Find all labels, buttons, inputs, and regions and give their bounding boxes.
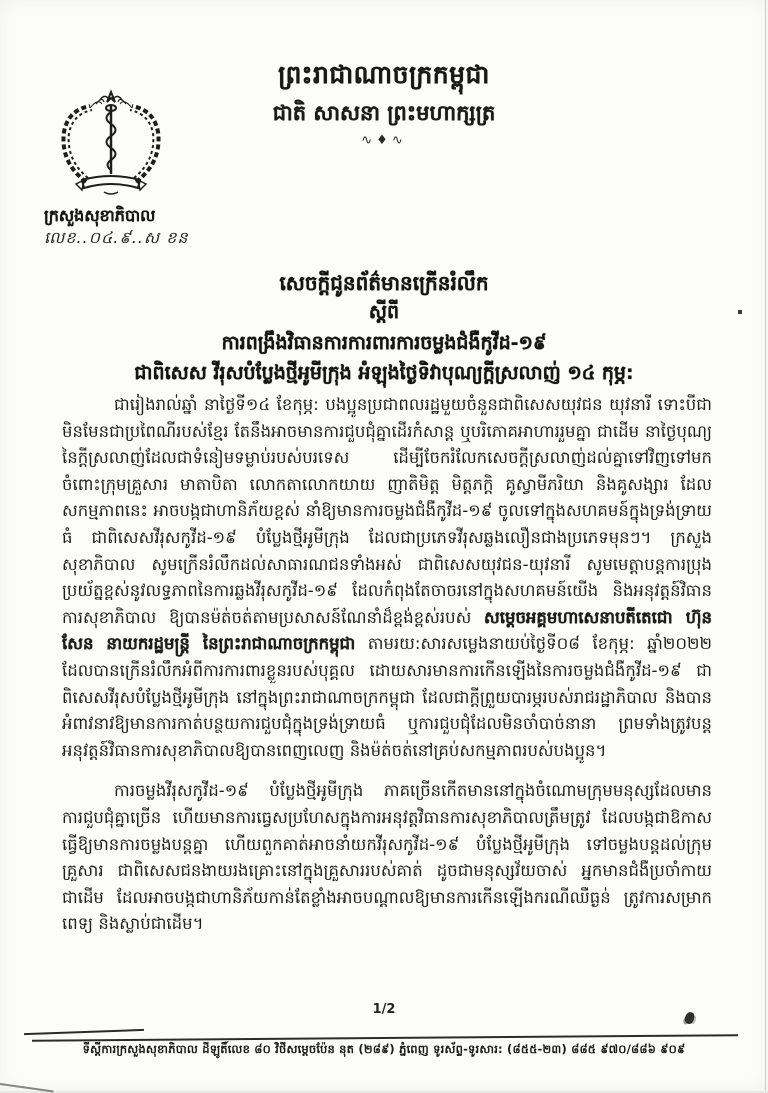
motto-ornament-icon: ∿♦∿: [361, 133, 407, 148]
scan-corner-line: [0, 1083, 54, 1092]
scan-ink-blot-icon: [684, 1011, 695, 1025]
document-body: [62, 392, 712, 952]
body-paragraph-1: [62, 392, 712, 764]
subject-line-1: ការពង្រឹងវិធានការការពារការចម្លងជំងឺកូវីដ-១៩: [221, 332, 547, 354]
footer-address: ទីស្តីការក្រសួងសុខាភិបាល ដីឡូតិ៍លេខ ៨០ វិថីសម្តេចប៉ែន នុត (២៨៩) ភ្នំពេញ ទូរស័ព្ទ-ទូរសារ: (៨៥៥-២៣) ៨៨៥ ៩៧០/៨៨៦ ៩០៩: [82, 1042, 686, 1056]
page-number: 1/2: [372, 1002, 396, 1017]
paragraph-1-continued: តាមរយ:សារសម្លេងនាយប់ថ្ងៃទី០៨ ខែកុម្ភ: ឆ្នាំ២០២២ ដែលបានក្រើនរំលឹកអំពីការការពារខ្លួនរបស់បុគ្គល ដោយសារមានការកើនឡើងនៃការចម្លងជំងឺកូវីដ-១៩ ជាពិសេសវីរុសបំប្លែងថ្មីអូមីក្រុង នៅក្នុងព្រះរាជាណាចក្រកម្ពុជា ដែលជាក្តីព្រួយបារម្ភរបស់រាជរដ្ឋាភិបាល និងបានអំពាវនាវឱ្យមានការកាត់បន្ថយការជួបជុំក្នុងទ្រង់ទ្រាយធំ ឬការជួបជុំដែលមិនចាំបាច់នានា ព្រមទាំងត្រូវបន្តអនុវត្តន៍វិធានការសុខាភិបាលឱ្យបានពេញលេញ និងម៉ត់ចត់នៅគ្រប់សកម្មភាពរបស់បងប្អូន។: [62, 634, 712, 760]
subject-label: ស្តីពី: [368, 301, 400, 323]
body-paragraph-2: ការចម្លងវីរុសកូវីដ-១៩ បំប្លែងថ្មីអូមីក្រុង ភាគច្រើនកើតមាននៅក្នុងចំណោមក្រុមមនុស្សដែលមានការជួបជុំគ្នាច្រើន ហើយមានការធ្វេសប្រហែសក្នុងការអនុវត្តវិធានការសុខាភិបាលត្រឹមត្រូវ ដែលបង្កជាឱកាសធ្វើឱ្យមានការចម្លងបន្តគ្នា ហើយពួកគាត់អាចនាំយកវីរុសកូវីដ-១៩ បំប្លែងថ្មីអូមីក្រុង ទៅចម្លងបន្តដល់ក្រុមគ្រួសារ ជាពិសេសជនងាយរងគ្រោះនៅក្នុងគ្រួសាររបស់គាត់ ដូចជាមនុស្សវ័យចាស់ អ្នកមានជំងឺប្រចាំកាយជាដើម ដែលអាចបង្កជាហានិភ័យកាន់តែខ្លាំងអាចបណ្តាលឱ្យមានការកើនឡើងករណីឈឺធ្ងន់ ត្រូវការសម្រាកពេទ្យ និងស្លាប់ជាដើម។: [62, 781, 712, 934]
footer-divider-line-left: [24, 1029, 144, 1035]
notice-type-title: សេចក្តីជូនព័ត៌មានក្រើនរំលឹក: [279, 271, 489, 295]
footer-divider-line: [32, 1034, 738, 1042]
ministry-name: ក្រសួងសុខាភិបាល: [44, 206, 156, 225]
subject-line-2: ជាពិសេស វីរុសបំប្លែងថ្មីអូមីក្រុង អំឡុងថ្ងៃទិវាបុណ្យក្តីស្រលាញ់ ១៤ កុម្ភ:: [134, 362, 634, 384]
scan-speck-icon: [738, 310, 742, 314]
prime-minister-title-bold: សម្តេចអគ្គមហាសេនាបតីតេជោ ហ៊ុន សែន នាយករដ្ឋមន្ត្រី នៃព្រះរាជាណាចក្រកម្ពុជា: [62, 607, 712, 654]
national-motto: ជាតិ សាសនា ព្រះមហាក្សត្រ: [272, 101, 496, 125]
paragraph-1-text: ជារៀងរាល់ឆ្នាំ នាថ្ងៃទី១៤ ខែកុម្ភ: បងប្អូនប្រជាពលរដ្ឋមួយចំនួនជាពិសេសយុវជន យុវនារី ទោះបីជាមិនមែនជាប្រពៃណីរបស់ខ្មែរ តែនឹងអាចមានការជួបជុំគ្នាដើរកំសាន្ត ឬបរិភោគអាហាររួមគ្នា ជាដើម នាថ្ងៃបុណ្យនៃក្តីស្រលាញ់ដែលជាទំនៀមទម្លាប់របស់បរទេស ដើម្បីចែករំលែកសេចក្តីស្រលាញ់ដល់គ្នាទៅវិញទៅមក ចំពោះក្រុមគ្រួសារ មាតាបិតា លោកតាលោកយាយ ញាតិមិត្ត មិត្តភក្តិ គូស្វាមីភរិយា និងគូសង្សារ ដែលសកម្មភាពនេះ អាចបង្កជាហានិភ័យខ្ពស់ នាំឱ្យមានការចម្លងជំងឺកូវីដ-១៩ ចូលទៅក្នុងសហគមន៍ក្នុងទ្រង់ទ្រាយធំ ជាពិសេសវីរុសកូវីដ-១៩ បំប្លែងថ្មីអូមីក្រុង ដែលជាប្រភេទវីរុសឆ្លងលឿនជាងប្រភេទមុនៗ។ ក្រសួងសុខាភិបាល សូមក្រើនរំលឹកដល់សាធារណជនទាំងអស់ ជាពិសេសយុវជន-យុវនារី សូមមេត្តាបន្តការប្រុងប្រយ័ត្នខ្ពស់នូវលទ្ធភាពនៃការឆ្លងវីរុសកូវីដ-១៩ ដែលកំពុងតែចាចរនៅក្នុងសហគមន៍យើង និងអនុវត្តន៍វិធានការសុខាភិបាល ឱ្យបានម៉ត់ចត់តាមប្រសាសន៍ណែនាំដ៏ខ្ពង់ខ្ពស់របស់: [62, 395, 712, 627]
document-title-block: [40, 268, 728, 388]
document-number: លេខ..០៤.៩..ស ខន: [44, 228, 189, 247]
ministry-of-health-emblem-icon: [52, 86, 170, 204]
kingdom-title: ព្រះរាជាណាចក្រកម្ពុជា: [278, 60, 490, 89]
scan-edge-line: [765, 0, 766, 1091]
